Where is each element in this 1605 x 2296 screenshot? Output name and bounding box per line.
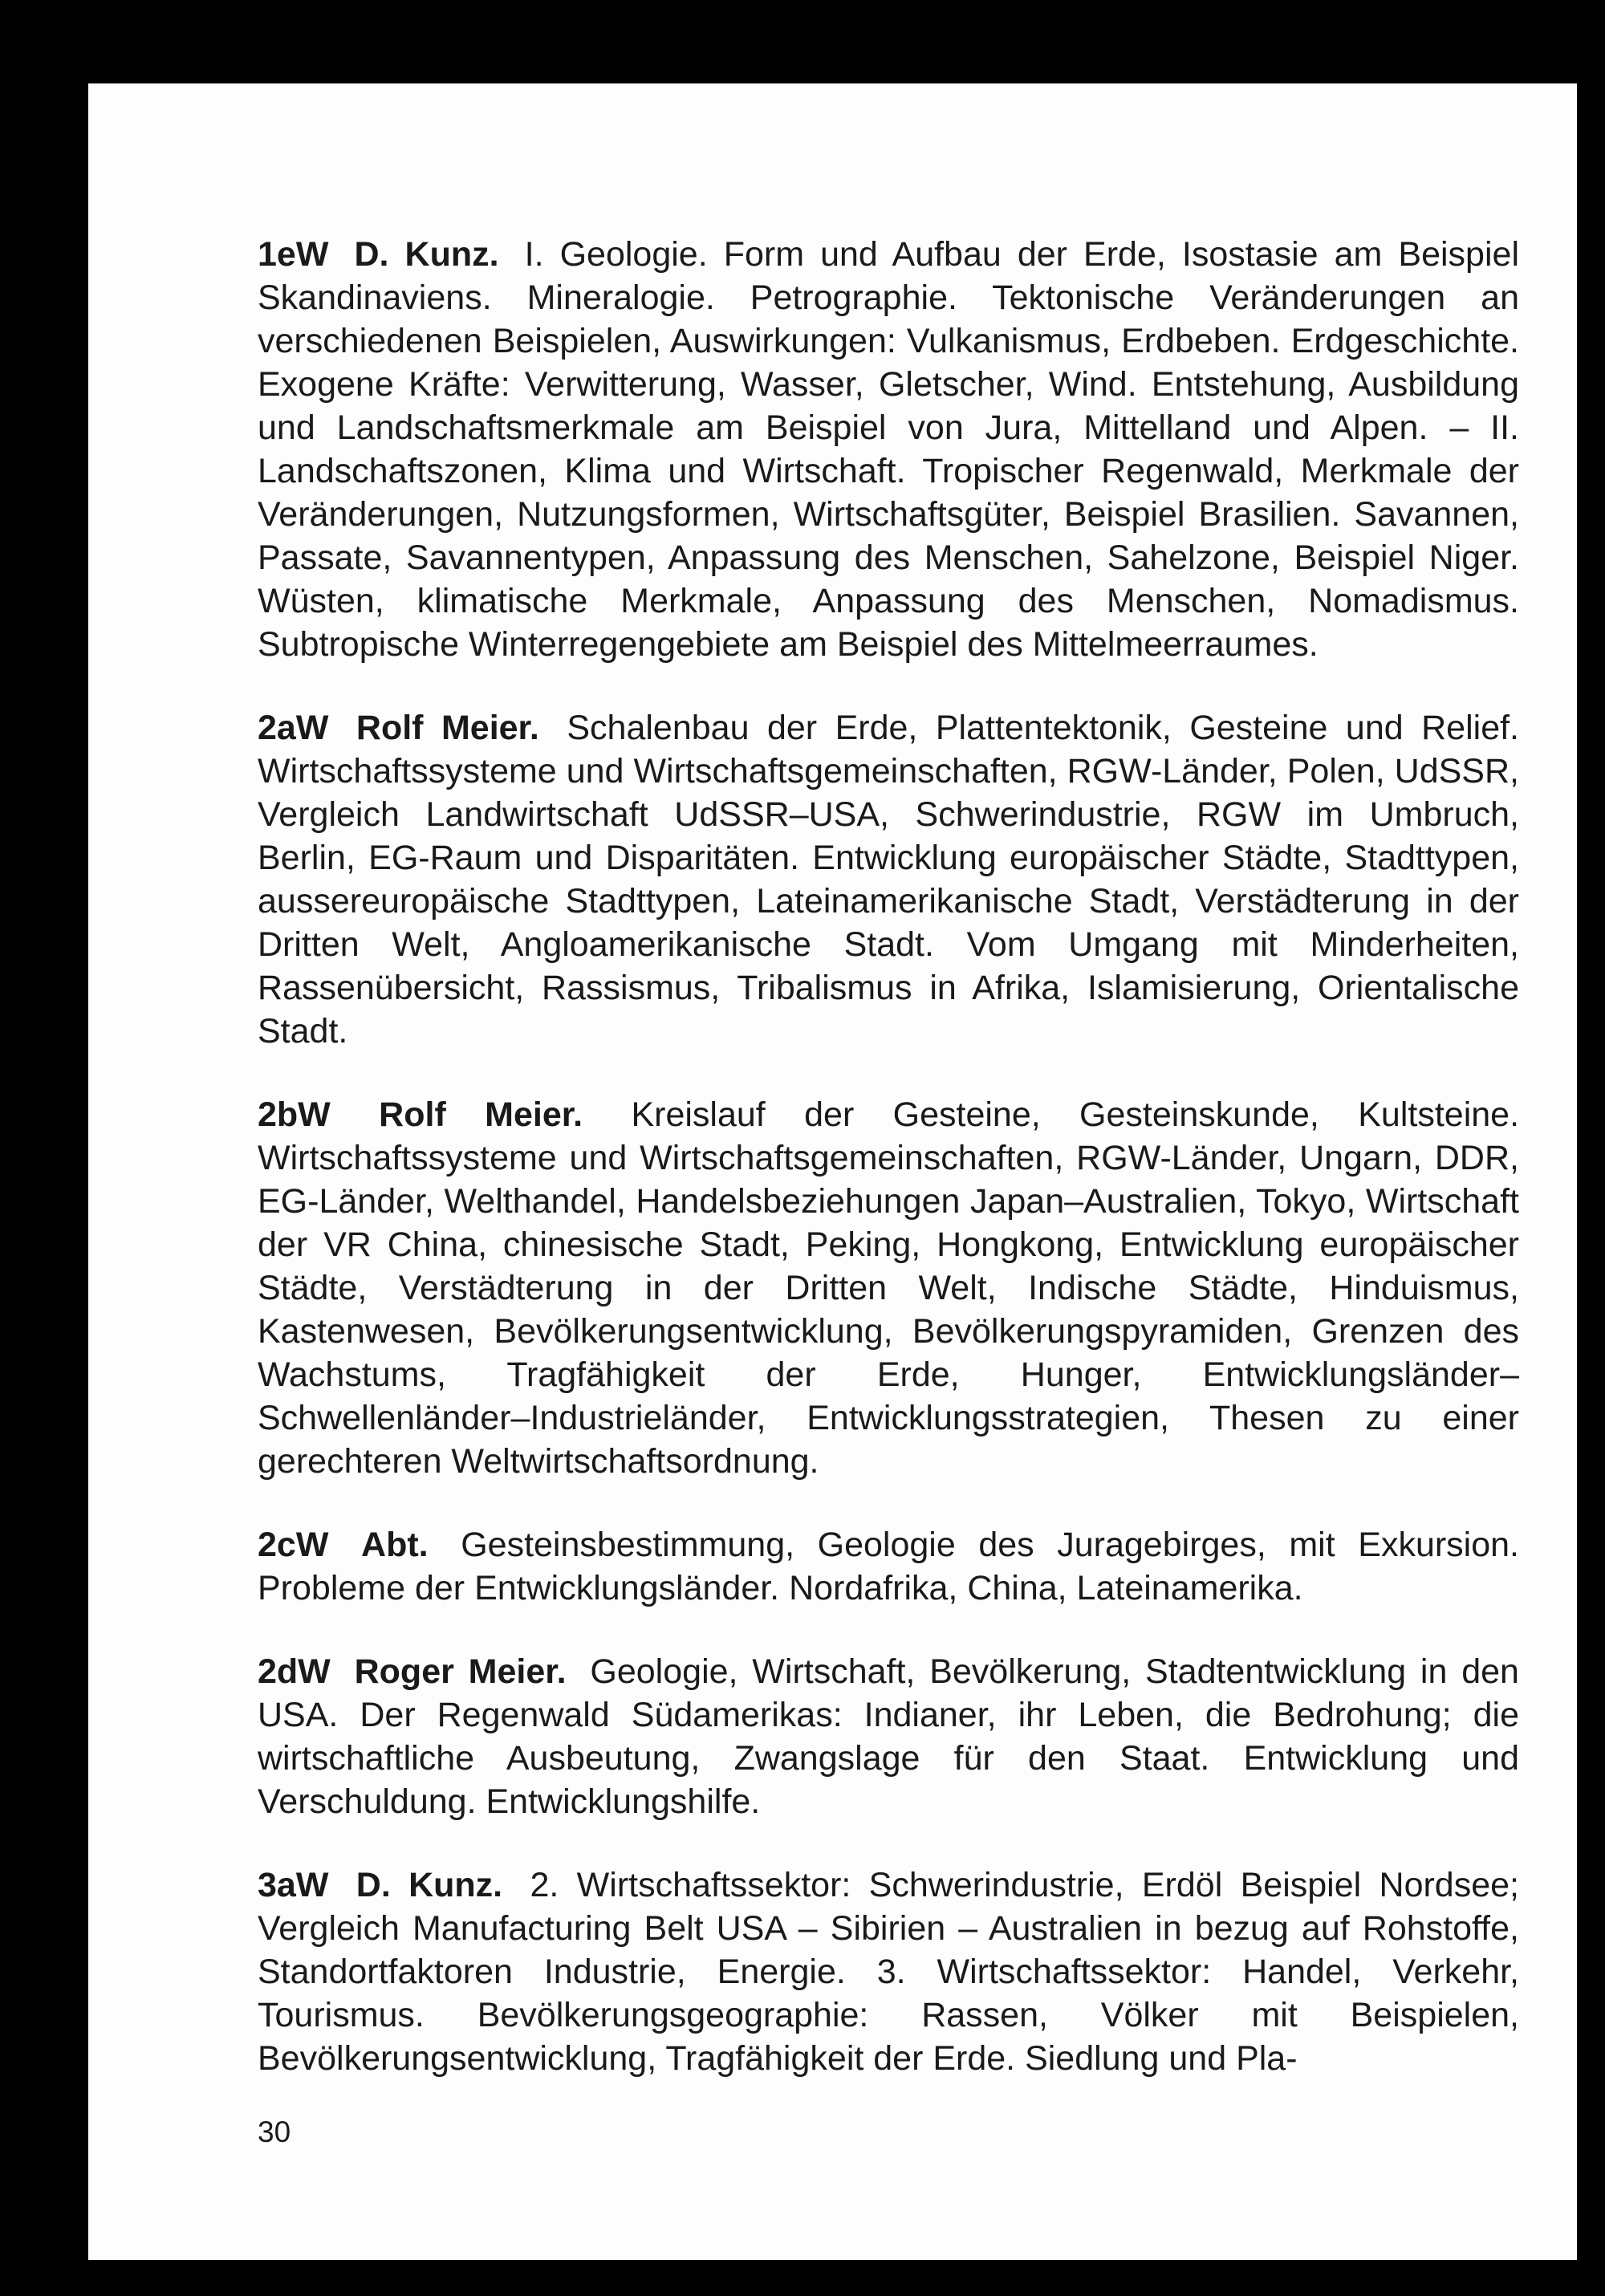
course-entry-1eW	[258, 233, 1519, 666]
course-description: 2. Wirtschaftssektor: Schwerindustrie, Erdöl Beispiel Nordsee; Vergleich Manufacturing Belt USA – Sibirien – Australien in bezug auf Rohstoffe, Standortfaktoren Industrie, Energie. 3. Wirtschaftssektor: Handel, Verkehr, Tourismus. Bevölkerungsgeographie: Rassen, Völker mit Beispielen, Bevölkerungsentwicklung, Tragfähigkeit der Erde. Siedlung und Pla-	[258, 1866, 1519, 2078]
teacher-name: Rolf Meier.	[379, 1095, 583, 1134]
course-description: Schalenbau der Erde, Plattentektonik, Gesteine und Relief. Wirtschaftssysteme und Wirtschaftsgemeinschaften, RGW-Länder, Polen, UdSSR, Vergleich Landwirtschaft UdSSR–USA, Schwerindustrie, RGW im Umbruch, Berlin, EG-Raum und Disparitäten. Entwicklung europäischer Städte, Stadttypen, aussereuropäische Stadttypen, Lateinamerikanische Stadt, Verstädterung in der Dritten Welt, Angloamerikanische Stadt. Vom Umgang mit Minderheiten, Rassenübersicht, Rassismus, Tribalismus in Afrika, Islamisierung, Orientalische Stadt.	[258, 709, 1520, 1050]
course-entry-3aW	[258, 1863, 1519, 2080]
course-entry-2dW	[258, 1650, 1519, 1823]
course-description: Geologie, Wirtschaft, Bevölkerung, Stadtentwicklung in den USA. Der Regenwald Südamerikas: Indianer, ihr Leben, die Bedrohung; die wirtschaftliche Ausbeutung, Zwangslage für den Staat. Entwicklung und Verschuldung. Entwicklungshilfe.	[258, 1652, 1519, 1821]
course-description: Gesteinsbestimmung, Geologie des Juragebirges, mit Exkursion. Probleme der Entwicklungsländer. Nordafrika, China, Lateinamerika.	[258, 1526, 1520, 1607]
course-description: I. Geologie. Form und Aufbau der Erde, Isostasie am Beispiel Skandinaviens. Mineralogie. Petrographie. Tektonische Veränderungen an verschiedenen Beispielen, Auswirkungen: Vulkanismus, Erdbeben. Erdgeschichte. Exogene Kräfte: Verwitterung, Wasser, Gletscher, Wind. Entstehung, Ausbildung und Landschaftsmerkmale am Beispiel von Jura, Mittelland und Alpen. – II. Landschaftszonen, Klima und Wirtschaft. Tropischer Regenwald, Merkmale der Veränderungen, Nutzungsformen, Wirtschaftsgüter, Beispiel Brasilien. Savannen, Passate, Savannentypen, Anpassung des Menschen, Sahelzone, Beispiel Niger. Wüsten, klimatische Merkmale, Anpassung des Menschen, Nomadismus. Subtropische Winterregengebiete am Beispiel des Mittelmeerraumes.	[258, 235, 1519, 664]
class-code: 3aW	[258, 1866, 329, 1904]
course-description: Kreislauf der Gesteine, Gesteinskunde, Kultsteine. Wirtschaftssysteme und Wirtschaftsgemeinschaften, RGW-Länder, Ungarn, DDR, EG-Länder, Welthandel, Handelsbeziehungen Japan–Australien, Tokyo, Wirtschaft der VR China, chinesische Stadt, Peking, Hongkong, Entwicklung europäischer Städte, Verstädterung in der Dritten Welt, Indische Städte, Hinduismus, Kastenwesen, Bevölkerungsentwicklung, Bevölkerungspyramiden, Grenzen des Wachstums, Tragfähigkeit der Erde, Hunger, Entwicklungsländer–Schwellenländer–Industrieländer, Entwicklungsstrategien, Thesen zu einer gerechteren Weltwirtschaftsordnung.	[258, 1095, 1520, 1481]
page-number: 30	[258, 2115, 291, 2148]
class-code: 2aW	[258, 709, 329, 747]
class-code: 2bW	[258, 1095, 331, 1134]
course-list	[258, 233, 1519, 2120]
teacher-name: Rolf Meier.	[356, 709, 539, 747]
class-code: 2cW	[258, 1526, 329, 1564]
course-entry-2aW	[258, 706, 1519, 1053]
teacher-name: Abt.	[361, 1526, 429, 1564]
teacher-name: D. Kunz.	[356, 1866, 503, 1904]
course-entry-2bW	[258, 1093, 1519, 1483]
teacher-name: Roger Meier.	[354, 1652, 567, 1691]
course-entry-2cW	[258, 1523, 1519, 1610]
class-code: 1eW	[258, 235, 329, 274]
class-code: 2dW	[258, 1652, 331, 1691]
teacher-name: D. Kunz.	[354, 235, 499, 274]
document-page	[88, 83, 1577, 2260]
